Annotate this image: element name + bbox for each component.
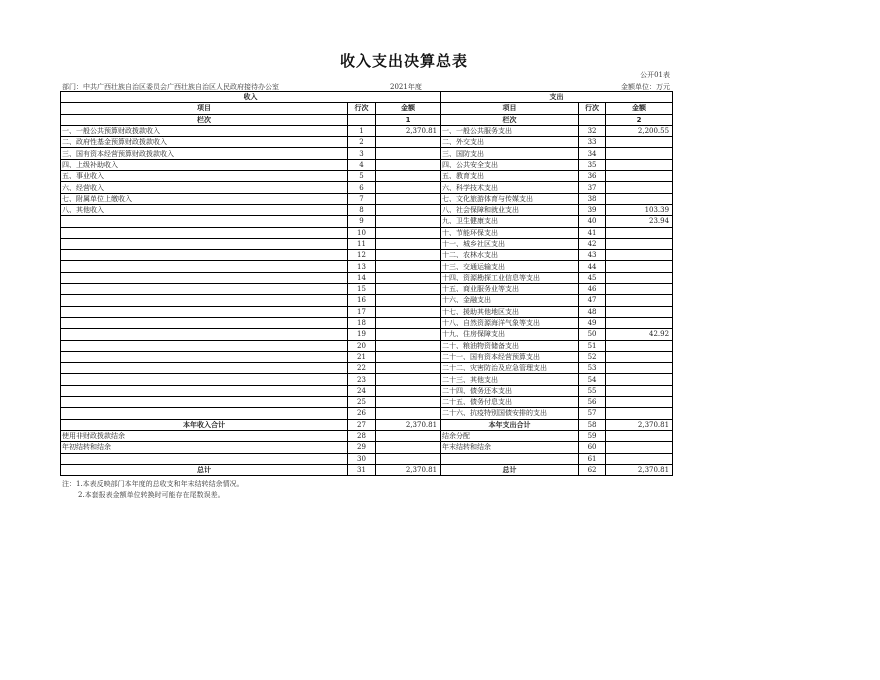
income-item-cell — [61, 351, 348, 362]
income-amount-cell — [376, 442, 441, 453]
income-amount-cell — [376, 284, 441, 295]
income-amount-header: 金额 — [376, 103, 441, 114]
expense-column-label: 栏次 — [441, 114, 579, 125]
income-amount-cell — [376, 295, 441, 306]
expense-amount-cell — [606, 397, 673, 408]
table-row — [61, 464, 673, 475]
income-row-no-cell: 17 — [348, 306, 376, 317]
expense-amount-cell — [606, 227, 673, 238]
expense-item-cell: 结余分配 — [441, 430, 579, 441]
column-header-row — [61, 103, 673, 114]
table-row — [61, 408, 673, 419]
income-amount-cell — [376, 148, 441, 159]
section-header-row — [61, 92, 673, 103]
expense-amount-cell — [606, 453, 673, 464]
income-amount-cell: 2,370.81 — [376, 125, 441, 136]
expense-amount-cell — [606, 340, 673, 351]
expense-row-no-cell: 56 — [579, 397, 606, 408]
expense-amount-cell — [606, 193, 673, 204]
table-row — [61, 216, 673, 227]
empty-cell — [348, 114, 376, 125]
expense-row-no-cell: 55 — [579, 385, 606, 396]
expense-row-no-cell: 35 — [579, 159, 606, 170]
table-body — [61, 125, 673, 475]
income-item-cell — [61, 284, 348, 295]
expense-amount-cell — [606, 238, 673, 249]
expense-row-no-cell: 61 — [579, 453, 606, 464]
expense-amount-cell — [606, 442, 673, 453]
income-row-no-cell: 23 — [348, 374, 376, 385]
income-item-cell: 五、事业收入 — [61, 171, 348, 182]
expense-row-no-cell: 48 — [579, 306, 606, 317]
expense-item-cell: 十五、商业服务业等支出 — [441, 284, 579, 295]
income-amount-cell — [376, 182, 441, 193]
income-amount-cell — [376, 171, 441, 182]
income-row-no-cell: 30 — [348, 453, 376, 464]
income-item-cell — [61, 317, 348, 328]
income-item-cell — [61, 261, 348, 272]
income-amount-cell — [376, 250, 441, 261]
expense-row-no-cell: 43 — [579, 250, 606, 261]
expense-item-cell: 二十六、抗疫特别国债安排的支出 — [441, 408, 579, 419]
income-row-no-cell: 25 — [348, 397, 376, 408]
column-label-row — [61, 114, 673, 125]
table-row — [61, 317, 673, 328]
income-row-no-header: 行次 — [348, 103, 376, 114]
table-row — [61, 261, 673, 272]
income-item-cell: 年初结转和结余 — [61, 442, 348, 453]
income-row-no-cell: 5 — [348, 171, 376, 182]
income-row-no-cell: 22 — [348, 363, 376, 374]
expense-row-no-cell: 34 — [579, 148, 606, 159]
department-label: 部门：中共广西壮族自治区委员会广西壮族自治区人民政府接待办公室 — [62, 83, 279, 91]
expense-amount-cell — [606, 159, 673, 170]
income-item-cell — [61, 340, 348, 351]
expense-item-cell: 十四、资源勘探工业信息等支出 — [441, 272, 579, 283]
expense-row-no-header: 行次 — [579, 103, 606, 114]
table-row — [61, 374, 673, 385]
income-row-no-cell: 16 — [348, 295, 376, 306]
expense-item-cell: 十七、援助其他地区支出 — [441, 306, 579, 317]
income-item-cell: 六、经营收入 — [61, 182, 348, 193]
expense-row-no-cell: 42 — [579, 238, 606, 249]
income-amount-cell — [376, 137, 441, 148]
table-row — [61, 227, 673, 238]
expense-item-cell: 十一、城乡社区支出 — [441, 238, 579, 249]
income-amount-cell — [376, 453, 441, 464]
income-amount-cell — [376, 227, 441, 238]
expense-item-cell: 十二、农林水支出 — [441, 250, 579, 261]
expense-amount-cell — [606, 317, 673, 328]
expense-row-no-cell: 47 — [579, 295, 606, 306]
amount-unit: 金额单位：万元 — [621, 83, 670, 91]
income-item-cell — [61, 227, 348, 238]
expense-column-number: 2 — [606, 114, 673, 125]
income-item-cell: 二、政府性基金预算财政拨款收入 — [61, 137, 348, 148]
income-amount-cell — [376, 159, 441, 170]
fiscal-year: 2021年度 — [390, 83, 422, 91]
income-amount-cell — [376, 340, 441, 351]
income-item-cell: 八、其他收入 — [61, 204, 348, 215]
expense-row-no-cell: 50 — [579, 329, 606, 340]
table-row — [61, 272, 673, 283]
income-row-no-cell: 9 — [348, 216, 376, 227]
table-row — [61, 171, 673, 182]
income-item-cell — [61, 306, 348, 317]
income-amount-cell — [376, 238, 441, 249]
income-row-no-cell: 19 — [348, 329, 376, 340]
expense-amount-cell: 2,370.81 — [606, 419, 673, 430]
expense-row-no-cell: 59 — [579, 430, 606, 441]
expense-row-no-cell: 45 — [579, 272, 606, 283]
income-item-cell — [61, 250, 348, 261]
income-amount-cell — [376, 408, 441, 419]
table-row — [61, 148, 673, 159]
expense-item-cell: 二十五、债务付息支出 — [441, 397, 579, 408]
income-amount-cell — [376, 204, 441, 215]
income-row-no-cell: 14 — [348, 272, 376, 283]
income-item-cell: 三、国有资本经营预算财政拨款收入 — [61, 148, 348, 159]
expense-amount-cell — [606, 295, 673, 306]
income-item-header: 项目 — [61, 103, 348, 114]
income-row-no-cell: 28 — [348, 430, 376, 441]
expense-row-no-cell: 46 — [579, 284, 606, 295]
expense-amount-cell: 2,370.81 — [606, 464, 673, 475]
budget-summary-table — [60, 91, 673, 476]
income-section-header: 收入 — [61, 92, 441, 103]
table-row — [61, 351, 673, 362]
expense-item-cell — [441, 453, 579, 464]
expense-item-cell: 十、节能环保支出 — [441, 227, 579, 238]
table-row — [61, 340, 673, 351]
income-amount-cell — [376, 261, 441, 272]
expense-item-cell: 三、国防支出 — [441, 148, 579, 159]
expense-item-cell: 八、社会保障和就业支出 — [441, 204, 579, 215]
table-row — [61, 363, 673, 374]
income-amount-cell — [376, 216, 441, 227]
expense-item-cell: 九、卫生健康支出 — [441, 216, 579, 227]
income-item-cell: 一、一般公共预算财政拨款收入 — [61, 125, 348, 136]
expense-amount-cell — [606, 430, 673, 441]
expense-row-no-cell: 51 — [579, 340, 606, 351]
income-item-cell: 使用非财政拨款结余 — [61, 430, 348, 441]
expense-row-no-cell: 62 — [579, 464, 606, 475]
table-row — [61, 397, 673, 408]
income-amount-cell — [376, 306, 441, 317]
income-amount-cell — [376, 329, 441, 340]
table-row — [61, 238, 673, 249]
income-row-no-cell: 10 — [348, 227, 376, 238]
income-row-no-cell: 20 — [348, 340, 376, 351]
expense-row-no-cell: 58 — [579, 419, 606, 430]
income-item-cell — [61, 385, 348, 396]
empty-cell — [579, 114, 606, 125]
income-amount-cell — [376, 397, 441, 408]
form-code: 公开01表 — [640, 71, 670, 79]
income-amount-cell — [376, 430, 441, 441]
expense-amount-cell — [606, 137, 673, 148]
expense-item-cell: 十九、住房保障支出 — [441, 329, 579, 340]
income-item-cell: 七、附属单位上缴收入 — [61, 193, 348, 204]
income-row-no-cell: 26 — [348, 408, 376, 419]
table-row — [61, 306, 673, 317]
expense-row-no-cell: 36 — [579, 171, 606, 182]
expense-item-cell: 四、公共安全支出 — [441, 159, 579, 170]
income-amount-cell — [376, 193, 441, 204]
income-item-cell — [61, 408, 348, 419]
expense-section-header: 支出 — [441, 92, 673, 103]
income-row-no-cell: 13 — [348, 261, 376, 272]
income-column-label: 栏次 — [61, 114, 348, 125]
income-row-no-cell: 21 — [348, 351, 376, 362]
income-amount-cell — [376, 374, 441, 385]
income-item-cell — [61, 453, 348, 464]
table-row — [61, 250, 673, 261]
expense-item-cell: 二十四、债务还本支出 — [441, 385, 579, 396]
expense-amount-cell — [606, 351, 673, 362]
expense-amount-cell — [606, 306, 673, 317]
income-item-cell — [61, 216, 348, 227]
expense-item-cell: 总计 — [441, 464, 579, 475]
expense-row-no-cell: 33 — [579, 137, 606, 148]
expense-item-cell: 二、外交支出 — [441, 137, 579, 148]
expense-item-cell: 二十三、其他支出 — [441, 374, 579, 385]
expense-row-no-cell: 54 — [579, 374, 606, 385]
footnote-1: 注：1.本表反映部门本年度的总收支和年末结转结余情况。 — [62, 480, 244, 488]
income-row-no-cell: 24 — [348, 385, 376, 396]
table-row — [61, 329, 673, 340]
expense-amount-cell — [606, 261, 673, 272]
expense-item-cell: 五、教育支出 — [441, 171, 579, 182]
income-row-no-cell: 4 — [348, 159, 376, 170]
table-row — [61, 159, 673, 170]
expense-amount-cell: 103.39 — [606, 204, 673, 215]
expense-row-no-cell: 40 — [579, 216, 606, 227]
income-item-cell — [61, 238, 348, 249]
income-row-no-cell: 1 — [348, 125, 376, 136]
income-amount-cell — [376, 317, 441, 328]
expense-item-cell: 一、一般公共服务支出 — [441, 125, 579, 136]
expense-row-no-cell: 39 — [579, 204, 606, 215]
income-amount-cell: 2,370.81 — [376, 464, 441, 475]
income-amount-cell — [376, 385, 441, 396]
expense-row-no-cell: 44 — [579, 261, 606, 272]
expense-item-cell: 十三、交通运输支出 — [441, 261, 579, 272]
expense-item-header: 项目 — [441, 103, 579, 114]
table-row — [61, 442, 673, 453]
expense-row-no-cell: 57 — [579, 408, 606, 419]
table-row — [61, 419, 673, 430]
expense-amount-cell — [606, 148, 673, 159]
expense-row-no-cell: 41 — [579, 227, 606, 238]
income-row-no-cell: 15 — [348, 284, 376, 295]
table-row — [61, 125, 673, 136]
income-amount-cell — [376, 272, 441, 283]
income-column-number: 1 — [376, 114, 441, 125]
expense-row-no-cell: 53 — [579, 363, 606, 374]
expense-amount-cell — [606, 182, 673, 193]
income-row-no-cell: 11 — [348, 238, 376, 249]
income-row-no-cell: 12 — [348, 250, 376, 261]
table-row — [61, 182, 673, 193]
expense-row-no-cell: 37 — [579, 182, 606, 193]
page-title: 收入支出决算总表 — [339, 52, 468, 70]
expense-item-cell: 二十二、灾害防治及应急管理支出 — [441, 363, 579, 374]
table-row — [61, 204, 673, 215]
expense-row-no-cell: 49 — [579, 317, 606, 328]
expense-amount-cell — [606, 284, 673, 295]
income-row-no-cell: 29 — [348, 442, 376, 453]
expense-amount-cell: 2,200.55 — [606, 125, 673, 136]
table-row — [61, 193, 673, 204]
income-item-cell: 本年收入合计 — [61, 419, 348, 430]
income-item-cell — [61, 329, 348, 340]
income-row-no-cell: 27 — [348, 419, 376, 430]
income-row-no-cell: 2 — [348, 137, 376, 148]
income-amount-cell — [376, 351, 441, 362]
income-item-cell: 四、上级补助收入 — [61, 159, 348, 170]
table-row — [61, 295, 673, 306]
income-item-cell — [61, 295, 348, 306]
expense-amount-header: 金额 — [606, 103, 673, 114]
income-amount-cell — [376, 363, 441, 374]
expense-amount-cell — [606, 171, 673, 182]
income-row-no-cell: 6 — [348, 182, 376, 193]
expense-amount-cell — [606, 408, 673, 419]
income-amount-cell: 2,370.81 — [376, 419, 441, 430]
income-row-no-cell: 7 — [348, 193, 376, 204]
income-item-cell — [61, 272, 348, 283]
expense-amount-cell — [606, 374, 673, 385]
income-row-no-cell: 3 — [348, 148, 376, 159]
income-row-no-cell: 18 — [348, 317, 376, 328]
income-item-cell — [61, 397, 348, 408]
expense-amount-cell — [606, 250, 673, 261]
expense-amount-cell: 23.94 — [606, 216, 673, 227]
expense-row-no-cell: 38 — [579, 193, 606, 204]
expense-row-no-cell: 52 — [579, 351, 606, 362]
table-row — [61, 453, 673, 464]
table-row — [61, 385, 673, 396]
income-item-cell — [61, 363, 348, 374]
expense-row-no-cell: 60 — [579, 442, 606, 453]
expense-amount-cell — [606, 385, 673, 396]
expense-amount-cell: 42.92 — [606, 329, 673, 340]
expense-item-cell: 本年支出合计 — [441, 419, 579, 430]
income-row-no-cell: 31 — [348, 464, 376, 475]
expense-item-cell: 十六、金融支出 — [441, 295, 579, 306]
table-row — [61, 284, 673, 295]
expense-item-cell: 十八、自然资源海洋气象等支出 — [441, 317, 579, 328]
income-row-no-cell: 8 — [348, 204, 376, 215]
expense-item-cell: 年末结转和结余 — [441, 442, 579, 453]
income-item-cell — [61, 374, 348, 385]
expense-item-cell: 二十一、国有资本经营预算支出 — [441, 351, 579, 362]
expense-item-cell: 七、文化旅游体育与传媒支出 — [441, 193, 579, 204]
expense-amount-cell — [606, 272, 673, 283]
footnote-2: 2.本套报表金额单位转换时可能存在尾数误差。 — [78, 491, 225, 499]
income-item-cell: 总计 — [61, 464, 348, 475]
table-row — [61, 430, 673, 441]
expense-row-no-cell: 32 — [579, 125, 606, 136]
expense-item-cell: 二十、粮油物资储备支出 — [441, 340, 579, 351]
table-row — [61, 137, 673, 148]
expense-amount-cell — [606, 363, 673, 374]
expense-item-cell: 六、科学技术支出 — [441, 182, 579, 193]
